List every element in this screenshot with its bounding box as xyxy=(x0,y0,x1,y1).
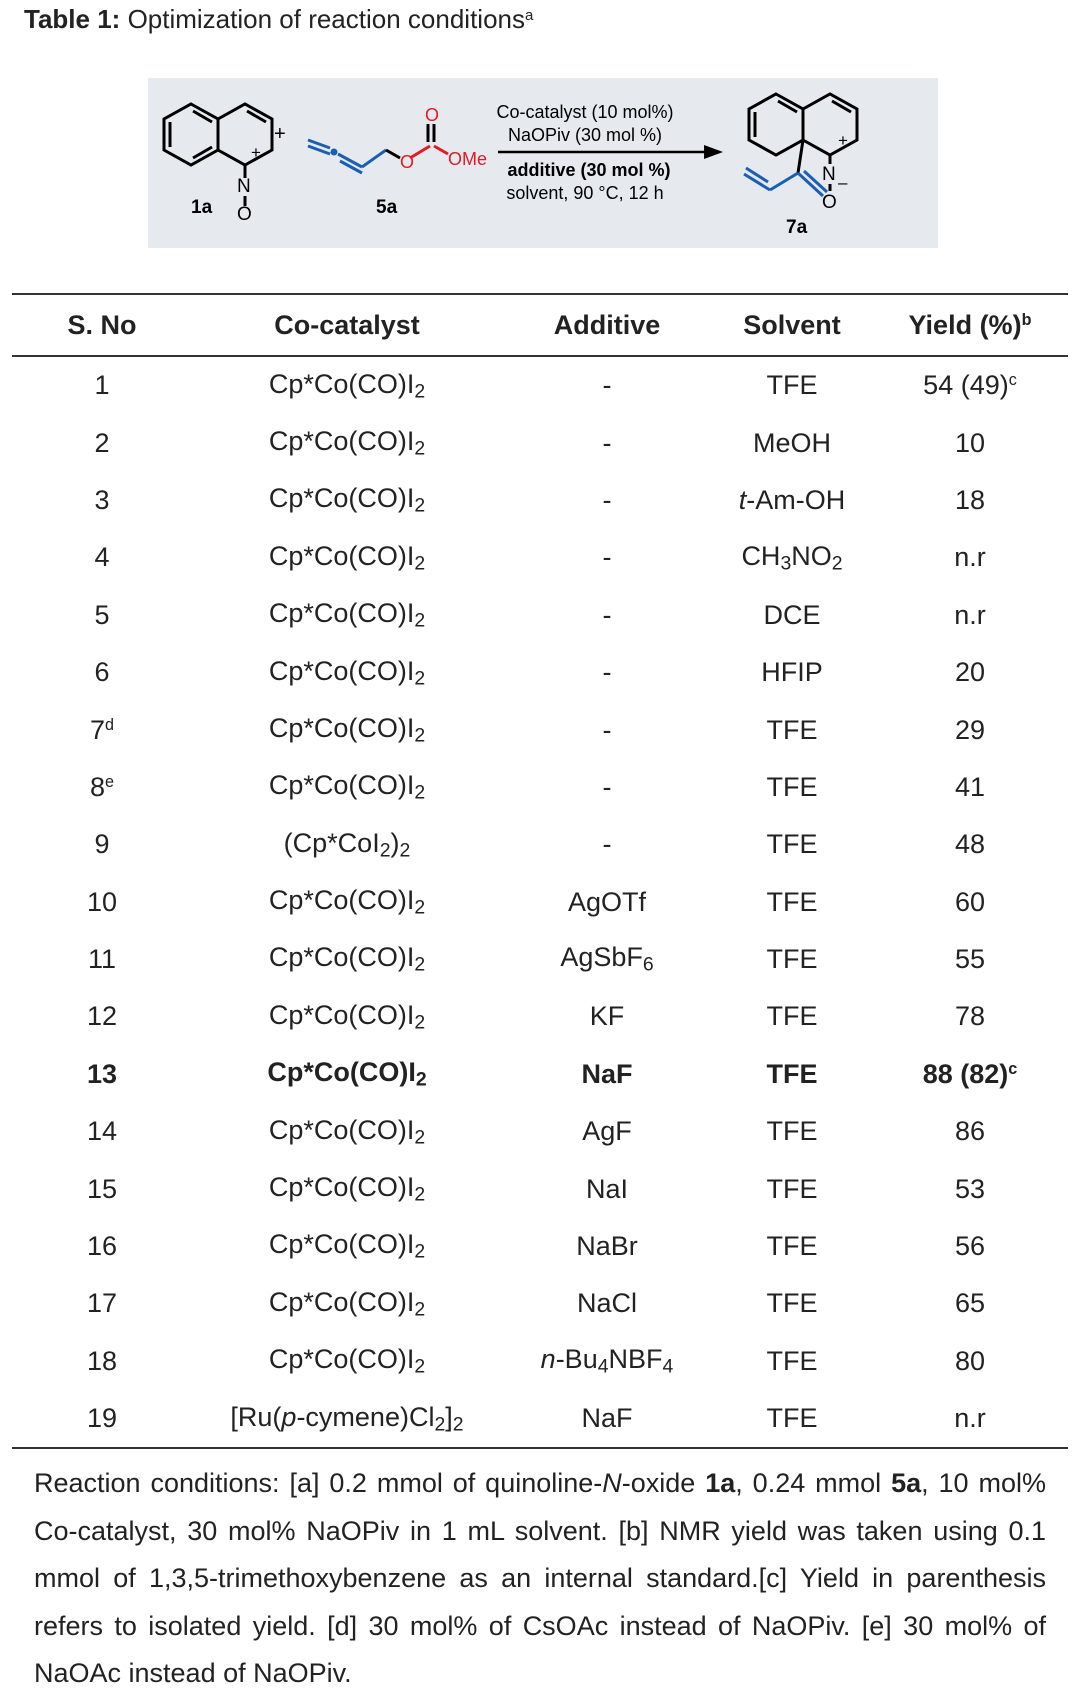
n-atom-1a: N xyxy=(237,176,251,197)
add-text: AgOTf xyxy=(567,886,647,917)
cell-sno xyxy=(12,414,192,471)
yield-value: n.r xyxy=(954,599,986,630)
add-text: - xyxy=(602,829,612,860)
cat-sub-text: 2 xyxy=(414,953,426,976)
table-row xyxy=(12,1333,1068,1390)
table-row xyxy=(12,587,1068,644)
condition-line-3: additive (30 mol %) xyxy=(507,160,671,180)
footnote-part-4: , 10 mol% Co-catalyst, 30 mol% NaOPiv in 1 mL solvent. [b] NMR yield was taken using 0.1 mmol of 1,3,5-trimethoxybenzene as an internal standard.[c] Yield in parenthesis refers to isolated yield. [d] 30 mol% of CsOAc instead of NaOPiv. [e] 30 mol% of NaOAc instead of NaOPiv. xyxy=(34,1468,1046,1689)
cat-text: Cp*Co(CO)I xyxy=(267,1057,416,1088)
cell-additive xyxy=(502,931,712,988)
cell-additive xyxy=(502,988,712,1045)
cell-cocatalyst xyxy=(192,644,502,701)
cell-additive xyxy=(502,529,712,586)
cell-sno xyxy=(12,1390,192,1448)
cat-sub-text: 2 xyxy=(414,437,426,460)
cat-sub2-text: 2 xyxy=(452,1412,464,1435)
reaction-arrow xyxy=(498,145,723,159)
cell-yield xyxy=(872,1046,1068,1103)
cat-sub-text: 2 xyxy=(414,1183,426,1206)
cell-cocatalyst xyxy=(192,472,502,529)
ester-oxygen: O xyxy=(400,152,415,172)
cell-cocatalyst xyxy=(192,816,502,873)
cell-sno xyxy=(12,529,192,586)
cell-yield xyxy=(872,988,1068,1045)
cat-sub-text: 2 xyxy=(414,724,426,747)
sno-value: 17 xyxy=(86,1288,118,1319)
sno-value: 1 xyxy=(94,370,110,401)
cell-yield xyxy=(872,1160,1068,1217)
reaction-scheme-drawing xyxy=(148,78,938,248)
sno-value: 19 xyxy=(86,1403,118,1434)
cat-sub-text: 2 xyxy=(414,896,426,919)
sno-value: 10 xyxy=(86,886,118,917)
solv-text: HFIP xyxy=(761,657,823,688)
table-row xyxy=(12,1160,1068,1217)
cell-solvent xyxy=(712,1103,872,1160)
table-row xyxy=(12,1390,1068,1448)
table-row xyxy=(12,988,1068,1045)
table-row xyxy=(12,1218,1068,1275)
header-yield xyxy=(872,294,1068,356)
cat-text: Cp*Co(CO)I xyxy=(268,999,415,1030)
table-row xyxy=(12,874,1068,931)
product-7a-label: 7a xyxy=(786,217,808,238)
cell-sno xyxy=(12,1275,192,1332)
footnote-part-2: -oxide xyxy=(621,1468,706,1498)
cell-sno xyxy=(12,1218,192,1275)
cell-cocatalyst xyxy=(192,414,502,471)
cell-solvent xyxy=(712,1160,872,1217)
cat-text: Cp*Co(CO)I xyxy=(268,942,415,973)
cell-solvent xyxy=(712,1333,872,1390)
cat-text: Cp*Co(CO)I xyxy=(268,712,415,743)
add-it-text: n xyxy=(540,1344,556,1375)
cell-cocatalyst xyxy=(192,587,502,644)
cell-solvent xyxy=(712,701,872,758)
header-solvent: Solvent xyxy=(712,294,872,356)
reactant-1a-label: 1a xyxy=(191,197,213,218)
solv-text: TFE xyxy=(766,1345,818,1376)
cell-additive xyxy=(502,1160,712,1217)
add-text: NaI xyxy=(585,1173,629,1204)
cell-additive xyxy=(502,356,712,414)
add-text: - xyxy=(602,542,612,573)
cell-yield xyxy=(872,816,1068,873)
cat-text: Cp*Co(CO)I xyxy=(268,1114,415,1145)
cat3-text: ] xyxy=(445,1401,453,1432)
sno-value: 6 xyxy=(94,657,110,688)
solv-text: TFE xyxy=(766,1058,818,1089)
cell-sno xyxy=(12,644,192,701)
table-row xyxy=(12,644,1068,701)
table-row xyxy=(12,701,1068,758)
cell-cocatalyst xyxy=(192,1103,502,1160)
add-text: NaBr xyxy=(576,1231,638,1262)
yield-value: 88 (82) xyxy=(922,1058,1009,1089)
cell-cocatalyst xyxy=(192,988,502,1045)
add-sub-text: 6 xyxy=(642,953,654,976)
cell-cocatalyst xyxy=(192,1275,502,1332)
sno-value: 9 xyxy=(94,829,110,860)
cat-text: Cp*Co(CO)I xyxy=(268,425,415,456)
footnote-compound-5a: 5a xyxy=(891,1468,922,1498)
solv-sub2-text: 2 xyxy=(831,552,843,574)
cat-text: Cp*Co(CO)I xyxy=(268,1286,415,1317)
solv-it-text: t xyxy=(738,484,747,515)
cat-sub2-text: 2 xyxy=(399,838,411,861)
solv-text: TFE xyxy=(766,1288,818,1319)
solv-text: DCE xyxy=(763,599,821,630)
cell-additive xyxy=(502,1390,712,1448)
n-atom-7a: N xyxy=(822,164,836,185)
cell-solvent xyxy=(712,1046,872,1103)
yield-value: 54 (49) xyxy=(923,370,1009,401)
cell-cocatalyst xyxy=(192,931,502,988)
cell-additive xyxy=(502,701,712,758)
n-plus-7a: + xyxy=(838,131,848,150)
solv-text: TFE xyxy=(766,886,818,917)
cell-yield xyxy=(872,759,1068,816)
o-atom-7a: O xyxy=(822,192,837,213)
yield-value: 56 xyxy=(954,1231,986,1262)
footnote-part-1: Reaction conditions: [a] 0.2 mmol of quinoline- xyxy=(34,1468,603,1498)
cat-sub-text: 2 xyxy=(414,666,426,689)
cat-text: Cp*Co(CO)I xyxy=(268,770,415,801)
cell-yield xyxy=(872,1390,1068,1448)
table-row xyxy=(12,1103,1068,1160)
cell-additive xyxy=(502,644,712,701)
allenyl-carbonate-structure xyxy=(308,140,400,173)
yield-value: 18 xyxy=(954,484,986,515)
cell-sno xyxy=(12,1046,192,1103)
cell-additive xyxy=(502,874,712,931)
table-title-text: Optimization of reaction conditions xyxy=(127,4,525,34)
cell-cocatalyst xyxy=(192,529,502,586)
cell-cocatalyst xyxy=(192,1046,502,1103)
n-plus-1a: + xyxy=(251,143,261,162)
methoxy-label: OMe xyxy=(448,149,488,169)
table-row xyxy=(12,1275,1068,1332)
cat-sub-text: 2 xyxy=(414,781,426,804)
sno-value: 11 xyxy=(87,944,117,975)
cell-solvent xyxy=(712,644,872,701)
cell-sno xyxy=(12,988,192,1045)
cell-cocatalyst xyxy=(192,701,502,758)
cell-solvent xyxy=(712,759,872,816)
add-sub-text: 4 xyxy=(597,1355,609,1378)
yield-value: 20 xyxy=(954,657,986,688)
solv-text: TFE xyxy=(766,1173,818,1204)
cat-text: (Cp*CoI xyxy=(283,827,380,858)
cell-solvent xyxy=(712,874,872,931)
cell-additive xyxy=(502,1218,712,1275)
cat-text: Cp*Co(CO)I xyxy=(268,598,415,629)
cell-sno xyxy=(12,1333,192,1390)
cell-solvent xyxy=(712,1390,872,1448)
yield-value: 29 xyxy=(954,714,986,745)
cat-sub-text: 2 xyxy=(414,1240,426,1263)
cell-solvent xyxy=(712,587,872,644)
cell-cocatalyst xyxy=(192,1160,502,1217)
cat-text: Cp*Co(CO)I xyxy=(268,368,415,399)
cell-cocatalyst xyxy=(192,874,502,931)
add-text: NaCl xyxy=(576,1288,637,1319)
header-yield-mark: b xyxy=(1021,310,1032,329)
yield-value: 53 xyxy=(954,1173,986,1204)
table-header xyxy=(12,294,1068,356)
sno-mark: d xyxy=(105,715,115,734)
solv-text: TFE xyxy=(766,944,818,975)
table-title-mark: a xyxy=(525,6,534,24)
sno-value: 5 xyxy=(94,599,110,630)
cell-cocatalyst xyxy=(192,1390,502,1448)
cell-cocatalyst xyxy=(192,356,502,414)
table-row xyxy=(12,414,1068,471)
cell-sno xyxy=(12,759,192,816)
header-cocatalyst: Co-catalyst xyxy=(192,294,502,356)
add-text: - xyxy=(602,370,612,401)
cat-sub-text: 2 xyxy=(379,838,391,861)
cat-sub-text: 2 xyxy=(414,1298,426,1321)
solv-text: TFE xyxy=(766,1116,818,1147)
cell-solvent xyxy=(712,1218,872,1275)
cell-solvent xyxy=(712,529,872,586)
cell-additive xyxy=(502,472,712,529)
add-text: - xyxy=(602,657,612,688)
table-row xyxy=(12,356,1068,414)
table-body xyxy=(12,356,1068,1448)
solv-text: TFE xyxy=(766,1403,818,1434)
cell-sno xyxy=(12,472,192,529)
sno-value: 13 xyxy=(86,1058,118,1089)
table-row xyxy=(12,1046,1068,1103)
solv-text: -Am-OH xyxy=(746,484,846,515)
cell-additive xyxy=(502,587,712,644)
cell-additive xyxy=(502,1103,712,1160)
cell-yield xyxy=(872,874,1068,931)
cell-yield xyxy=(872,1218,1068,1275)
solv-sub-text: 3 xyxy=(780,552,792,574)
reaction-scheme xyxy=(148,78,938,248)
yield-value: n.r xyxy=(954,1403,986,1434)
header-yield-label: Yield (%) xyxy=(908,309,1022,340)
yield-value: 55 xyxy=(954,944,986,975)
yield-value: 78 xyxy=(954,1001,986,1032)
cell-sno xyxy=(12,931,192,988)
sno-value: 15 xyxy=(86,1173,118,1204)
add-text: NaF xyxy=(581,1403,633,1434)
plus-sign: + xyxy=(274,123,286,145)
footnote-part-3: , 0.24 mmol xyxy=(735,1468,892,1498)
cell-sno xyxy=(12,816,192,873)
cell-yield xyxy=(872,529,1068,586)
solv-text: TFE xyxy=(766,1001,818,1032)
add-text: - xyxy=(602,771,612,802)
reactant-5a-label: 5a xyxy=(376,197,398,218)
cell-cocatalyst xyxy=(192,1333,502,1390)
table-row xyxy=(12,759,1068,816)
yield-value: n.r xyxy=(954,542,986,573)
footnote-compound-1a: 1a xyxy=(705,1468,736,1498)
cat-sub-text: 2 xyxy=(414,609,426,632)
cell-yield xyxy=(872,587,1068,644)
cell-yield xyxy=(872,644,1068,701)
cell-yield xyxy=(872,931,1068,988)
solv-text: TFE xyxy=(766,714,818,745)
condition-line-4: solvent, 90 °C, 12 h xyxy=(506,183,664,203)
cat-sub-text: 2 xyxy=(414,1125,426,1148)
sno-value: 3 xyxy=(94,484,110,515)
yield-value: 86 xyxy=(954,1116,986,1147)
cell-solvent xyxy=(712,472,872,529)
cell-solvent xyxy=(712,931,872,988)
condition-line-2: NaOPiv (30 mol %) xyxy=(507,125,663,145)
cell-sno xyxy=(12,1160,192,1217)
cat-text: [Ru( xyxy=(230,1401,282,1432)
cell-solvent xyxy=(712,1275,872,1332)
cat-text: Cp*Co(CO)I xyxy=(268,1172,415,1203)
cell-solvent xyxy=(712,414,872,471)
cell-sno xyxy=(12,587,192,644)
sno-value: 8 xyxy=(89,771,105,802)
cat-sub-text: 2 xyxy=(414,494,426,517)
sno-value: 14 xyxy=(86,1116,118,1147)
cell-sno xyxy=(12,1103,192,1160)
cat2-text: ) xyxy=(390,827,400,858)
add2-text: NBF xyxy=(608,1344,663,1375)
cell-yield xyxy=(872,1103,1068,1160)
add-text: -Bu xyxy=(555,1344,598,1375)
cell-additive xyxy=(502,816,712,873)
cat-it-text: p xyxy=(281,1401,297,1432)
solv2-text: NO xyxy=(791,540,832,571)
table-row xyxy=(12,816,1068,873)
cell-solvent xyxy=(712,816,872,873)
cell-solvent xyxy=(712,356,872,414)
add-text: - xyxy=(602,599,612,630)
sno-value: 12 xyxy=(86,1001,118,1032)
sno-value: 7 xyxy=(89,714,105,745)
cell-cocatalyst xyxy=(192,759,502,816)
carbonate-group xyxy=(410,124,448,158)
cell-cocatalyst xyxy=(192,1218,502,1275)
sno-value: 4 xyxy=(94,542,110,573)
cell-yield xyxy=(872,472,1068,529)
optimization-table xyxy=(12,293,1068,1449)
sno-value: 18 xyxy=(86,1345,118,1376)
solv-text: TFE xyxy=(766,370,818,401)
cat-sub-text: 2 xyxy=(414,552,426,574)
cell-yield xyxy=(872,701,1068,758)
cell-yield xyxy=(872,414,1068,471)
add-text: - xyxy=(602,484,612,515)
cell-solvent xyxy=(712,988,872,1045)
cat2-text: -cymene)Cl xyxy=(296,1401,435,1432)
cell-yield xyxy=(872,356,1068,414)
add-text: NaF xyxy=(581,1058,633,1089)
cat-sub-text: 2 xyxy=(415,1068,427,1091)
cell-additive xyxy=(502,1046,712,1103)
cat-text: Cp*Co(CO)I xyxy=(268,655,415,686)
add-text: - xyxy=(602,427,612,458)
sno-mark: e xyxy=(105,773,115,792)
add-sub2-text: 4 xyxy=(662,1355,674,1378)
cat-sub-text: 2 xyxy=(434,1412,446,1435)
cell-additive xyxy=(502,1275,712,1332)
add-text: - xyxy=(602,714,612,745)
sno-value: 2 xyxy=(94,427,110,458)
add-text: AgF xyxy=(582,1116,632,1147)
yield-value: 80 xyxy=(954,1345,986,1376)
o-atom-1a: O xyxy=(237,204,252,225)
cell-sno xyxy=(12,701,192,758)
cell-yield xyxy=(872,1275,1068,1332)
yield-value: 10 xyxy=(954,427,986,458)
add-text: KF xyxy=(589,1001,625,1032)
table-title-label: Table 1: xyxy=(24,4,121,34)
cat-text: Cp*Co(CO)I xyxy=(268,885,415,916)
table-footnotes xyxy=(34,1460,1046,1698)
yield-mark: c xyxy=(1008,1059,1018,1078)
cell-additive xyxy=(502,1333,712,1390)
cat-sub-text: 2 xyxy=(414,1011,426,1034)
table-row xyxy=(12,529,1068,586)
yield-value: 65 xyxy=(954,1288,986,1319)
yield-mark: c xyxy=(1008,371,1017,390)
table-row xyxy=(12,931,1068,988)
table-row xyxy=(12,472,1068,529)
cell-additive xyxy=(502,414,712,471)
table-header-row xyxy=(12,294,1068,356)
condition-line-1: Co-catalyst (10 mol%) xyxy=(496,102,674,122)
yield-value: 41 xyxy=(954,771,986,802)
header-additive: Additive xyxy=(502,294,712,356)
solv-text: MeOH xyxy=(752,427,831,458)
solv-text: TFE xyxy=(766,771,818,802)
footnote-italic-n: N xyxy=(602,1468,622,1498)
solv-text: TFE xyxy=(766,829,818,860)
o-minus-7a: – xyxy=(838,173,848,192)
table-title xyxy=(24,4,533,35)
header-sno: S. No xyxy=(12,294,192,356)
cat-text: Cp*Co(CO)I xyxy=(268,1229,415,1260)
solv-text: CH xyxy=(741,540,781,571)
carbonyl-oxygen: O xyxy=(425,105,440,125)
yield-value: 60 xyxy=(954,886,986,917)
cell-sno xyxy=(12,356,192,414)
solv-text: TFE xyxy=(766,1231,818,1262)
cat-text: Cp*Co(CO)I xyxy=(268,540,415,571)
cat-text: Cp*Co(CO)I xyxy=(268,1344,415,1375)
cat-sub-text: 2 xyxy=(414,1355,426,1378)
add-text: AgSbF xyxy=(560,942,643,973)
cat-sub-text: 2 xyxy=(414,379,426,402)
cell-yield xyxy=(872,1333,1068,1390)
cat-text: Cp*Co(CO)I xyxy=(268,483,415,514)
cell-additive xyxy=(502,759,712,816)
yield-value: 48 xyxy=(954,829,986,860)
cell-sno xyxy=(12,874,192,931)
sno-value: 16 xyxy=(86,1231,118,1262)
